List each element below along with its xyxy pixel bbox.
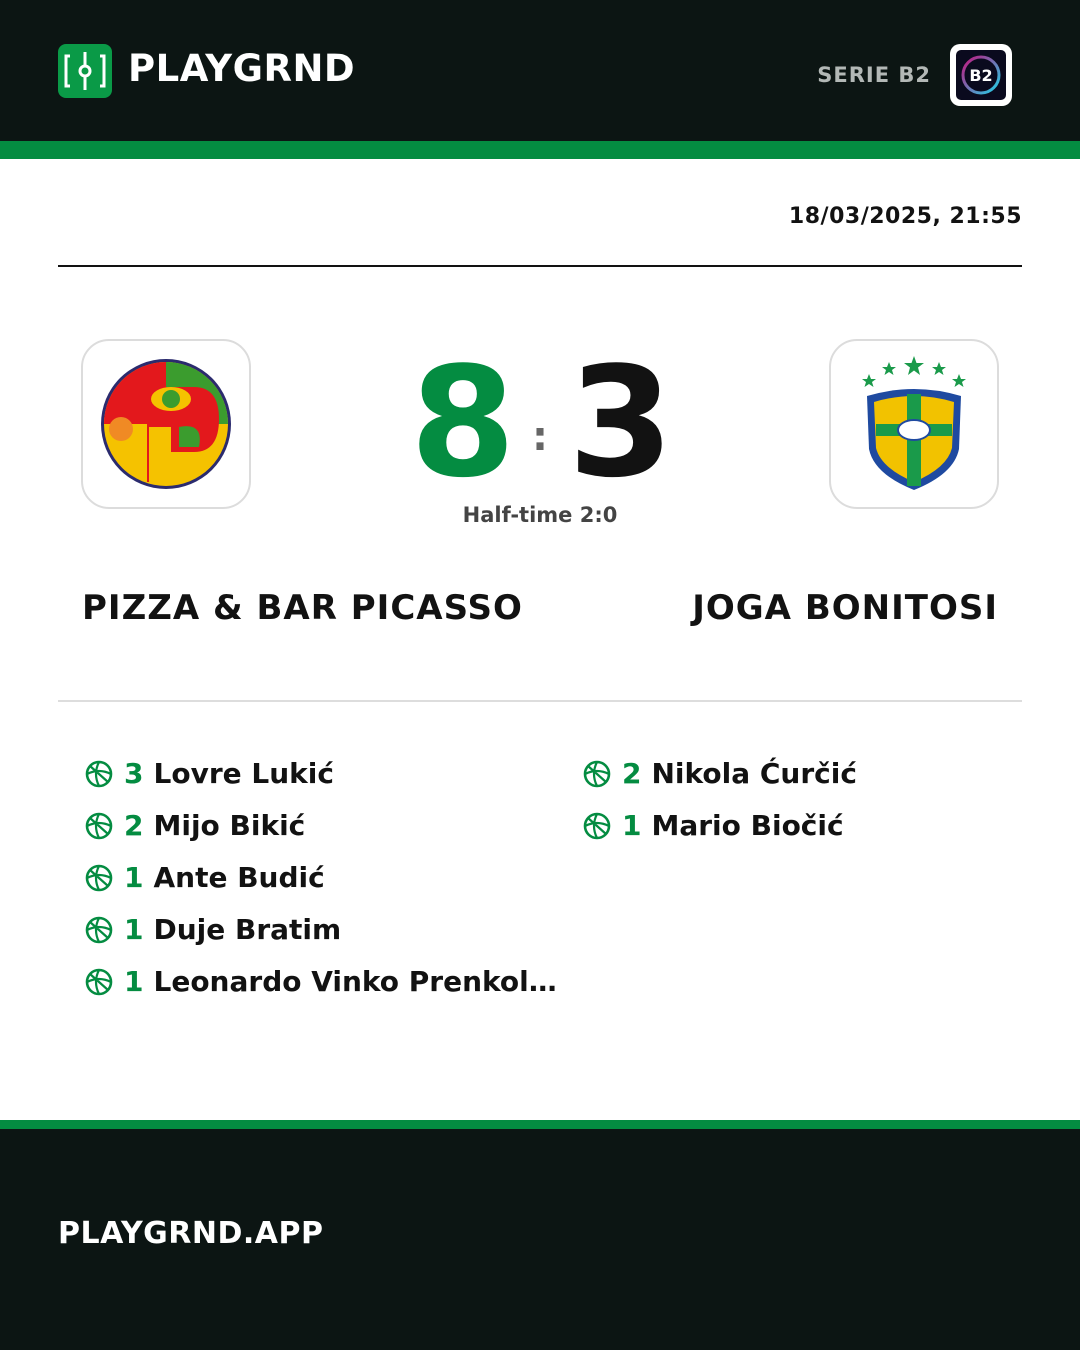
divider <box>58 265 1022 267</box>
ball-icon <box>84 967 114 997</box>
halftime-score: Half-time 2:0 <box>462 503 618 527</box>
goal-count: 1 <box>124 965 144 998</box>
scorer-name: Mario Biočić <box>651 809 844 842</box>
match-datetime: 18/03/2025, 21:55 <box>788 204 1022 229</box>
goal-count: 2 <box>124 809 144 842</box>
league-badge <box>950 44 1012 106</box>
divider <box>58 700 1022 702</box>
away-team-name: JOGA BONITOSI <box>692 588 998 628</box>
scorer-row <box>582 748 1022 800</box>
brand-name: PLAYGRND <box>128 47 356 90</box>
ball-icon <box>84 811 114 841</box>
home-team-name: PIZZA & BAR PICASSO <box>82 588 523 628</box>
away-score: 3 <box>568 334 674 511</box>
footer-accent-stripe <box>0 1120 1080 1129</box>
goal-count: 2 <box>622 757 642 790</box>
home-team-logo <box>81 339 251 509</box>
score-separator: : <box>532 414 548 460</box>
ball-icon <box>84 915 114 945</box>
svg-text:B2: B2 <box>969 66 993 85</box>
away-team-logo <box>829 339 999 509</box>
goal-count: 1 <box>124 913 144 946</box>
scorer-row <box>84 904 564 956</box>
ball-icon <box>84 759 114 789</box>
scorer-name: Nikola Ćurčić <box>651 757 857 790</box>
scorer-row <box>84 800 564 852</box>
scorer-name: Lovre Lukić <box>153 757 334 790</box>
league-name: SERIE B2 <box>817 63 931 87</box>
ball-icon <box>84 863 114 893</box>
scorer-row <box>84 748 564 800</box>
scorer-name: Leonardo Vinko Prenkol… <box>153 965 557 998</box>
goal-count: 1 <box>622 809 642 842</box>
pitch-icon <box>58 44 112 98</box>
ball-icon <box>582 811 612 841</box>
scorer-row <box>84 956 564 1008</box>
ball-icon <box>582 759 612 789</box>
scorer-row <box>582 800 1022 852</box>
scorer-name: Mijo Bikić <box>153 809 306 842</box>
header-accent-stripe <box>0 141 1080 159</box>
goal-count: 1 <box>124 861 144 894</box>
scorer-row <box>84 852 564 904</box>
home-scorers-list <box>84 748 564 1008</box>
scorer-name: Duje Bratim <box>153 913 342 946</box>
away-scorers-list <box>582 748 1022 852</box>
scorer-name: Ante Budić <box>153 861 325 894</box>
home-score: 8 <box>410 334 516 511</box>
goal-count: 3 <box>124 757 144 790</box>
footer-url[interactable]: PLAYGRND.APP <box>58 1216 324 1251</box>
